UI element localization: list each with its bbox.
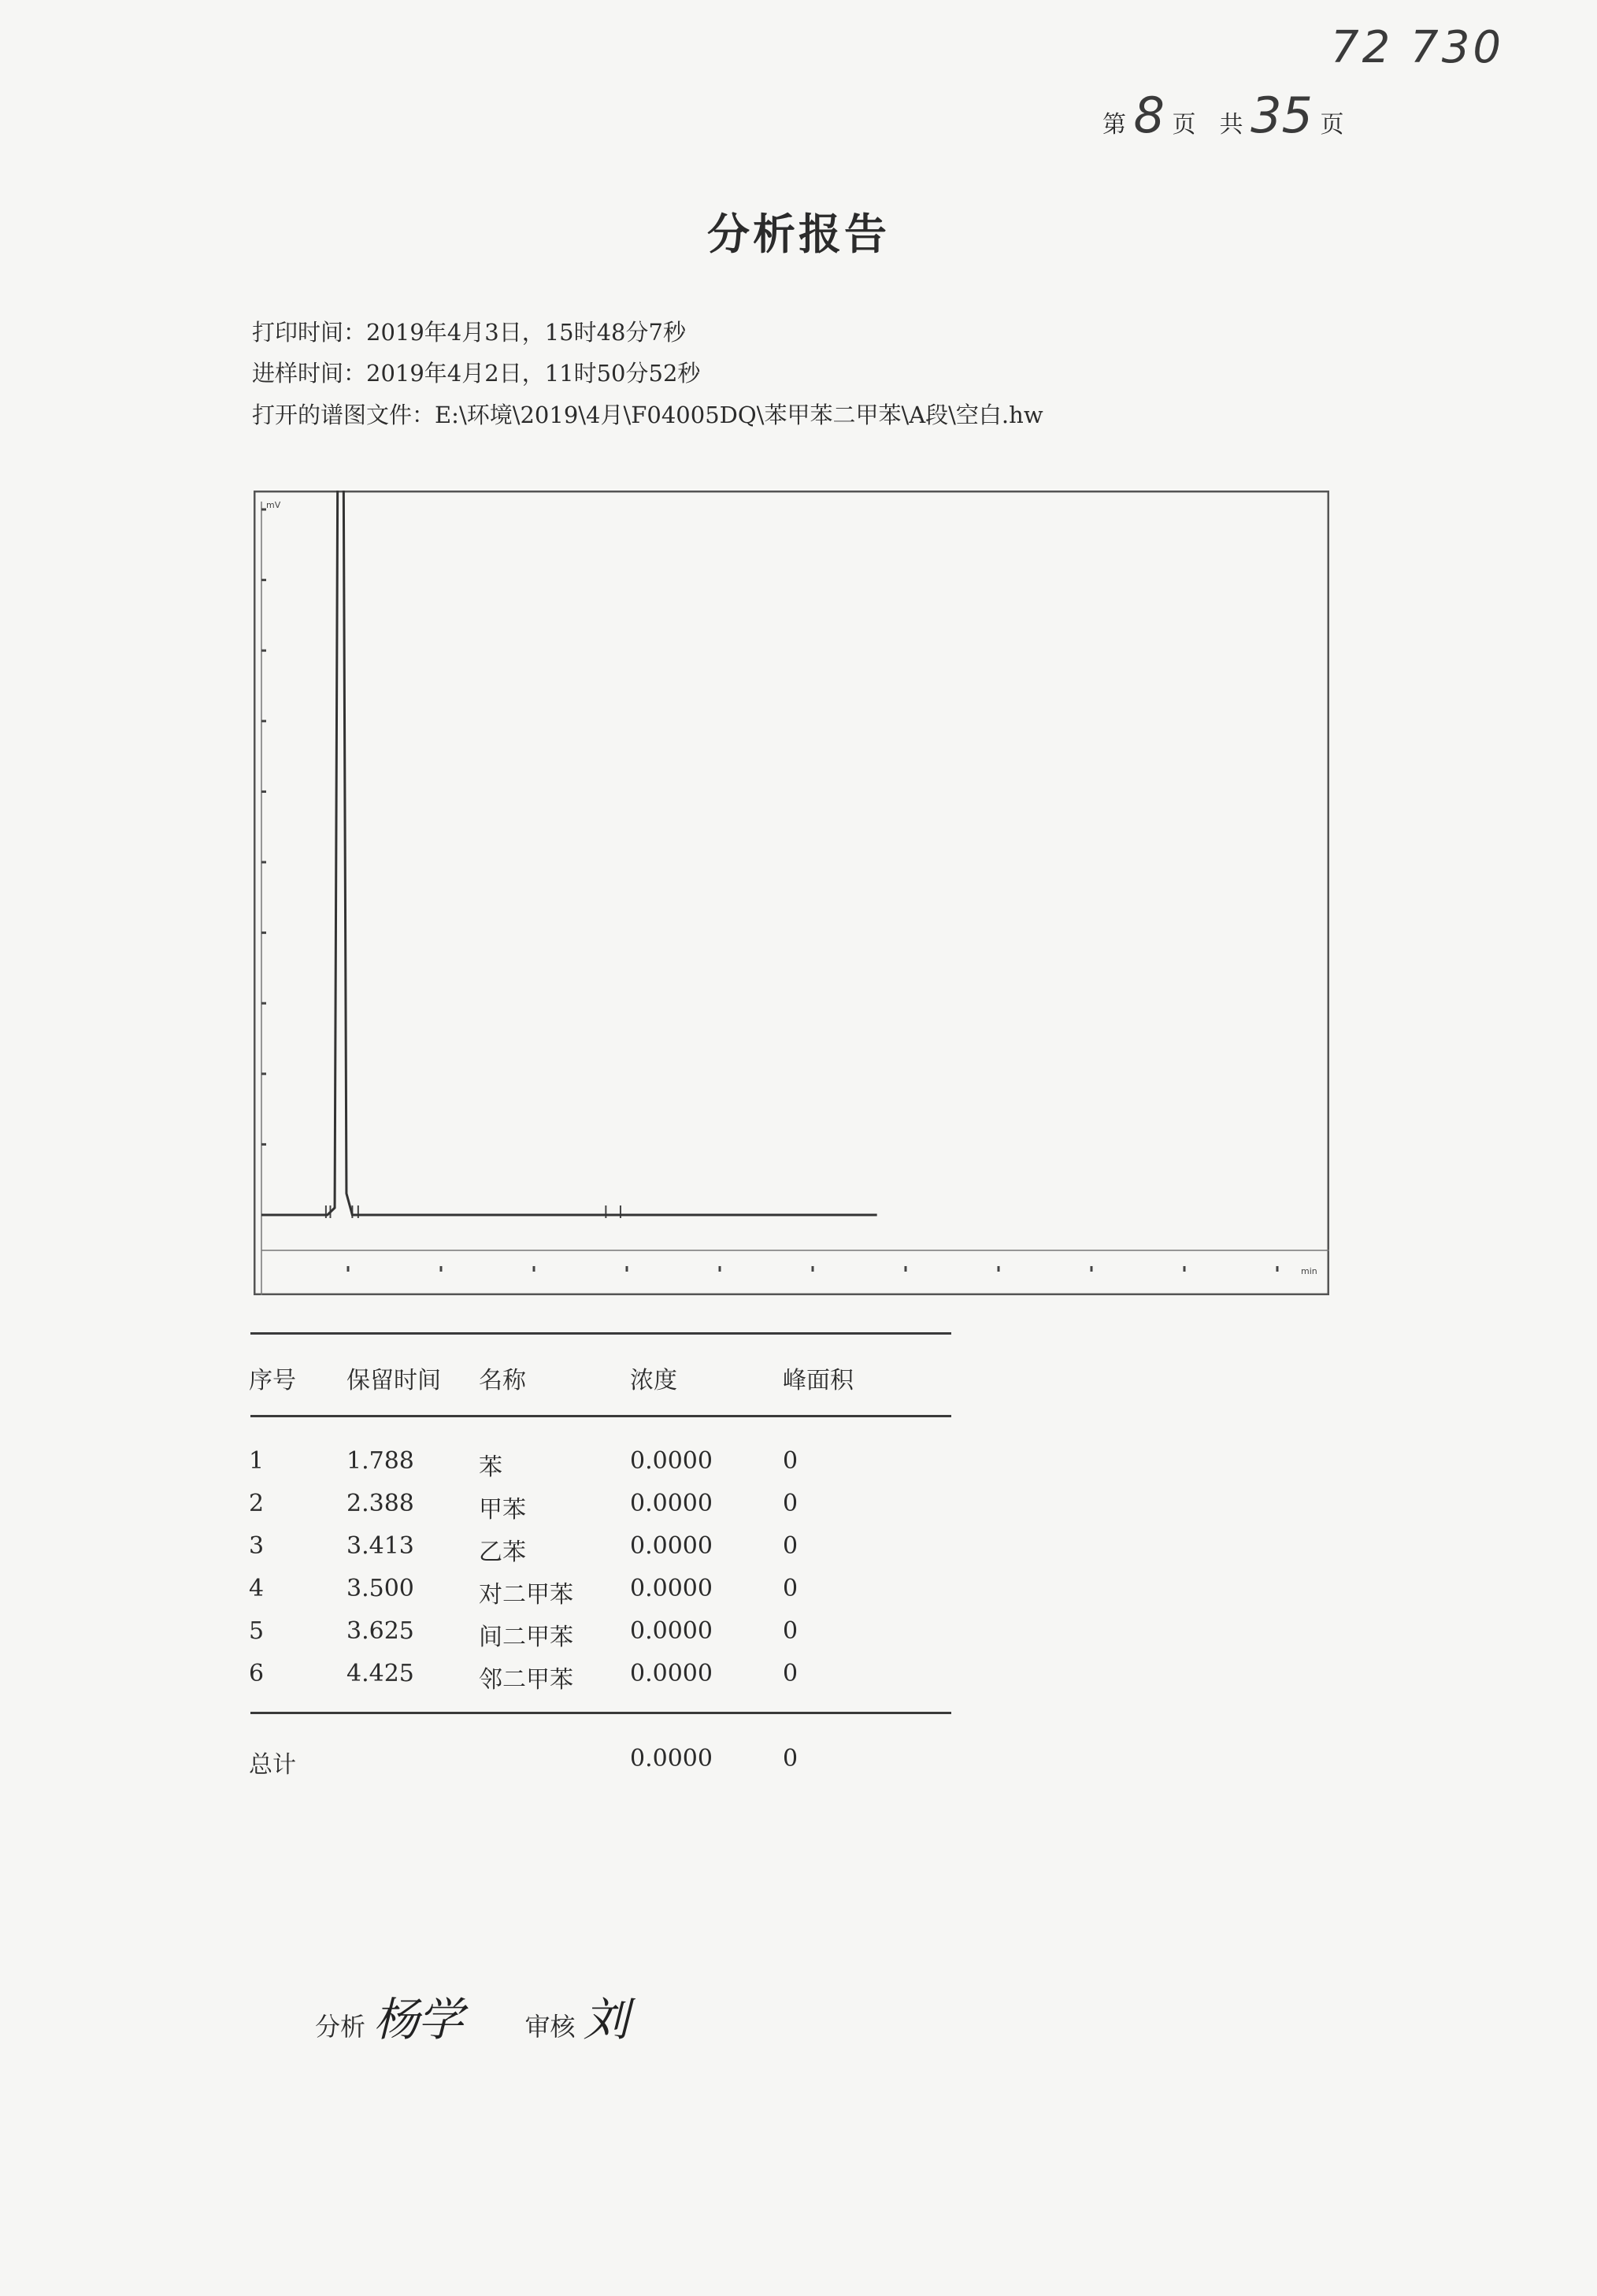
row-5-conc: 0.0000	[630, 1617, 713, 1645]
page-suffix: 页	[1320, 111, 1344, 139]
table-header-rule	[250, 1415, 951, 1417]
page-total: 35	[1251, 87, 1313, 144]
page-mid: 页 共	[1172, 111, 1243, 139]
row-6-retention: 4.425	[346, 1660, 414, 1687]
chart-frame	[254, 491, 1328, 1294]
chromatogram	[254, 491, 1329, 1295]
row-5-retention: 3.625	[346, 1617, 414, 1645]
row-1-retention: 1.788	[346, 1447, 414, 1475]
row-4-conc: 0.0000	[630, 1575, 713, 1602]
handwritten-corner-note: 72 730	[1331, 22, 1504, 73]
reviewer-label: 审核	[524, 2012, 576, 2042]
row-6-area: 0	[783, 1660, 798, 1687]
row-1-name: 苯	[479, 1454, 502, 1481]
row-5-area: 0	[783, 1617, 798, 1645]
print-time: 打印时间：2019年4月3日，15时48分7秒	[252, 319, 686, 346]
total-peak-area: 0	[783, 1745, 798, 1772]
row-2-name: 甲苯	[479, 1496, 526, 1524]
row-3-retention: 3.413	[346, 1532, 414, 1560]
header-peak-area: 峰面积	[783, 1367, 854, 1394]
row-2-index: 2	[249, 1490, 265, 1517]
header-concentration: 浓度	[630, 1367, 677, 1394]
page-current: 8	[1133, 87, 1165, 144]
signature-block	[315, 1983, 628, 2049]
reviewer-signature: 刘	[583, 1993, 628, 2046]
row-1-conc: 0.0000	[630, 1447, 713, 1475]
row-3-area: 0	[783, 1532, 798, 1560]
page-counter	[1102, 87, 1344, 144]
header-name: 名称	[479, 1367, 526, 1394]
spectrum-file-path: 打开的谱图文件：E:\环境\2019\4月\F04005DQ\苯甲苯二甲苯\A段\空白.hw	[252, 402, 1043, 428]
table-top-rule	[250, 1332, 951, 1335]
total-concentration: 0.0000	[630, 1745, 713, 1772]
row-5-name: 间二甲苯	[479, 1624, 573, 1651]
y-axis-unit: mV	[266, 500, 281, 510]
row-1-area: 0	[783, 1447, 798, 1475]
row-2-conc: 0.0000	[630, 1490, 713, 1517]
signal-trace	[261, 491, 877, 1215]
row-2-retention: 2.388	[346, 1490, 414, 1517]
header-retention-time: 保留时间	[346, 1367, 441, 1394]
row-3-conc: 0.0000	[630, 1532, 713, 1560]
row-5-index: 5	[249, 1617, 265, 1645]
x-ticks	[348, 1266, 1329, 1272]
header-index: 序号	[249, 1367, 296, 1394]
row-3-name: 乙苯	[479, 1539, 526, 1566]
row-4-retention: 3.500	[346, 1575, 414, 1602]
row-3-index: 3	[249, 1532, 265, 1560]
row-6-name: 邻二甲苯	[479, 1666, 573, 1694]
row-2-area: 0	[783, 1490, 798, 1517]
y-ticks	[261, 509, 266, 1215]
row-4-name: 对二甲苯	[479, 1581, 573, 1609]
row-6-index: 6	[249, 1660, 265, 1687]
table-bottom-rule	[250, 1712, 951, 1714]
x-axis-unit: min	[1301, 1266, 1317, 1276]
total-label: 总计	[249, 1751, 296, 1779]
row-1-index: 1	[249, 1447, 265, 1475]
baseline-marks	[326, 1205, 621, 1218]
row-6-conc: 0.0000	[630, 1660, 713, 1687]
injection-time: 进样时间：2019年4月2日，11时50分52秒	[252, 360, 701, 387]
analyst-label: 分析	[315, 2012, 366, 2042]
row-4-area: 0	[783, 1575, 798, 1602]
page-prefix: 第	[1102, 111, 1126, 139]
report-title: 分析报告	[707, 209, 890, 259]
row-4-index: 4	[249, 1575, 265, 1602]
analyst-signature: 杨学	[373, 1993, 462, 2046]
